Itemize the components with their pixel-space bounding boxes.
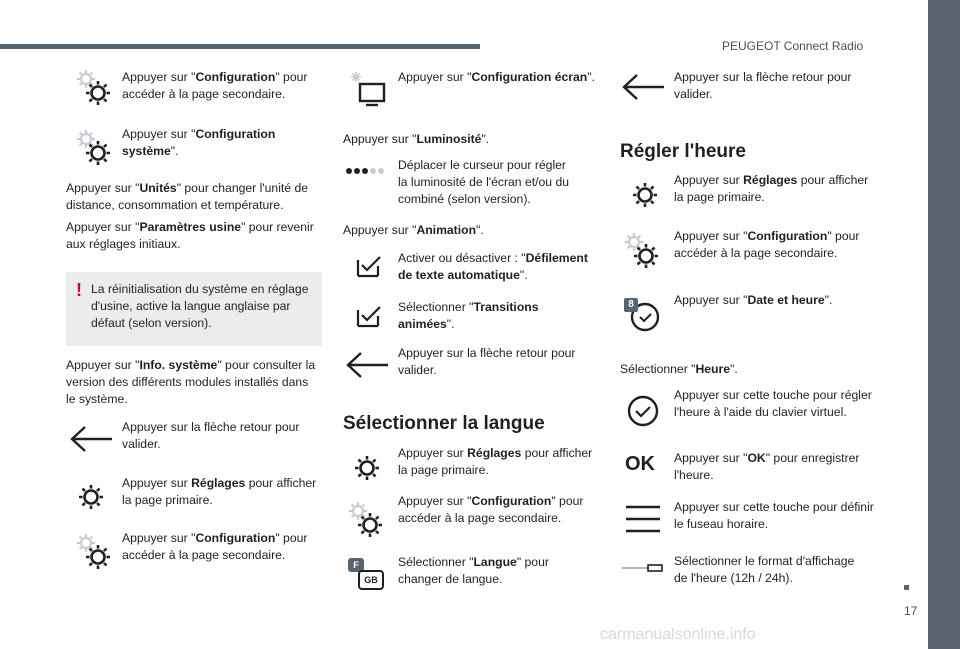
step-configuration-text: Appuyer sur "Configuration" pour accéder à la page secondaire. (122, 70, 308, 101)
step-settings-text: Appuyer sur Réglages pour afficher la page primaire. (122, 476, 317, 507)
clock-icon (624, 296, 664, 336)
gear-pair-icon (74, 68, 112, 106)
section-heading-time: Régler l'heure (620, 141, 746, 162)
warning-icon: ! (76, 280, 82, 300)
watermark: carmanualsonline.info (600, 626, 756, 643)
gear-pair-icon (74, 532, 112, 570)
header-title: PEUGEOT Connect Radio (722, 39, 864, 53)
side-bar (928, 0, 960, 649)
gear-icon (76, 482, 106, 512)
page-number: 17 (904, 604, 918, 618)
gear-icon (630, 180, 660, 210)
ok-icon: OK (625, 453, 655, 475)
step-back-text: Appuyer sur la flèche retour pour valider. (398, 346, 576, 377)
step-slider-text: Déplacer le curseur pour régler la luminosité de l'écran et/ou du combiné (selon version). (398, 158, 570, 206)
toggle-line-icon (620, 561, 664, 575)
step-configuration-text: Appuyer sur "Configuration" pour accéder à la page secondaire. (122, 531, 308, 562)
animation-paragraph: Appuyer sur "Animation". (343, 223, 484, 237)
gear-pair-icon (74, 128, 112, 166)
back-arrow-icon (344, 350, 390, 380)
step-transitions-text: Sélectionner "Transitions animées". (398, 300, 539, 331)
language-flag-icon (348, 558, 386, 592)
step-keyboard-text: Appuyer sur cette touche pour régler l'heure à l'aide du clavier virtuel. (674, 388, 872, 419)
step-system-config-text: Appuyer sur "Configuration système". (122, 127, 276, 158)
checkbox-icon (356, 304, 382, 328)
back-arrow-icon (620, 72, 666, 102)
brightness-paragraph: Appuyer sur "Luminosité". (343, 132, 490, 146)
time-paragraph: Sélectionner "Heure". (620, 362, 738, 376)
end-marker (904, 585, 909, 590)
screen-brightness-icon (346, 70, 388, 108)
step-scroll-text: Activer ou désactiver : "Défilement de texte automatique". (398, 251, 588, 282)
checkmark-icon (626, 394, 660, 428)
back-arrow-icon (68, 424, 114, 454)
language-flag-top: F (348, 558, 364, 572)
date-badge: 8 (624, 298, 638, 312)
step-screen-config-text: Appuyer sur "Configuration écran". (398, 70, 595, 84)
step-format-text: Sélectionner le format d'affichage de l'heure (12h / 24h). (674, 554, 855, 585)
step-configuration-text: Appuyer sur "Configuration" pour accéder à la page secondaire. (674, 229, 860, 260)
factory-reset-paragraph: Appuyer sur "Paramètres usine" pour revenir aux réglages initiaux. (66, 220, 314, 251)
step-language-text: Sélectionner "Langue" pour changer de langue. (398, 555, 549, 586)
units-paragraph: Appuyer sur "Unités" pour changer l'unité de distance, consommation et température. (66, 181, 309, 212)
brightness-dots-icon (344, 164, 390, 178)
checkbox-icon (356, 254, 382, 278)
warning-note-text: La réinitialisation du système en réglage d'usine, active la langue anglaise par défaut (selon version). (91, 282, 309, 330)
gear-icon (352, 453, 382, 483)
header-bar (0, 44, 480, 49)
section-heading-language: Sélectionner la langue (343, 413, 545, 434)
system-info-paragraph: Appuyer sur "Info. système" pour consulter la version des différents modules installés dans le système. (66, 358, 316, 406)
gear-pair-icon (622, 231, 660, 269)
step-settings-text: Appuyer sur Réglages pour afficher la page primaire. (674, 173, 869, 204)
language-flag-bottom: GB (358, 570, 384, 590)
menu-lines-icon (624, 504, 662, 534)
step-configuration-text: Appuyer sur "Configuration" pour accéder à la page secondaire. (398, 494, 584, 525)
step-timezone-text: Appuyer sur cette touche pour définir le fuseau horaire. (674, 500, 874, 531)
step-date-time-text: Appuyer sur "Date et heure". (674, 293, 833, 307)
step-back-text: Appuyer sur la flèche retour pour valider. (674, 70, 852, 101)
gear-pair-icon (346, 500, 384, 538)
warning-note (66, 272, 322, 346)
step-back-text: Appuyer sur la flèche retour pour valider. (122, 420, 300, 451)
step-ok-text: Appuyer sur "OK" pour enregistrer l'heure. (674, 451, 860, 482)
step-settings-text: Appuyer sur Réglages pour afficher la page primaire. (398, 446, 593, 477)
